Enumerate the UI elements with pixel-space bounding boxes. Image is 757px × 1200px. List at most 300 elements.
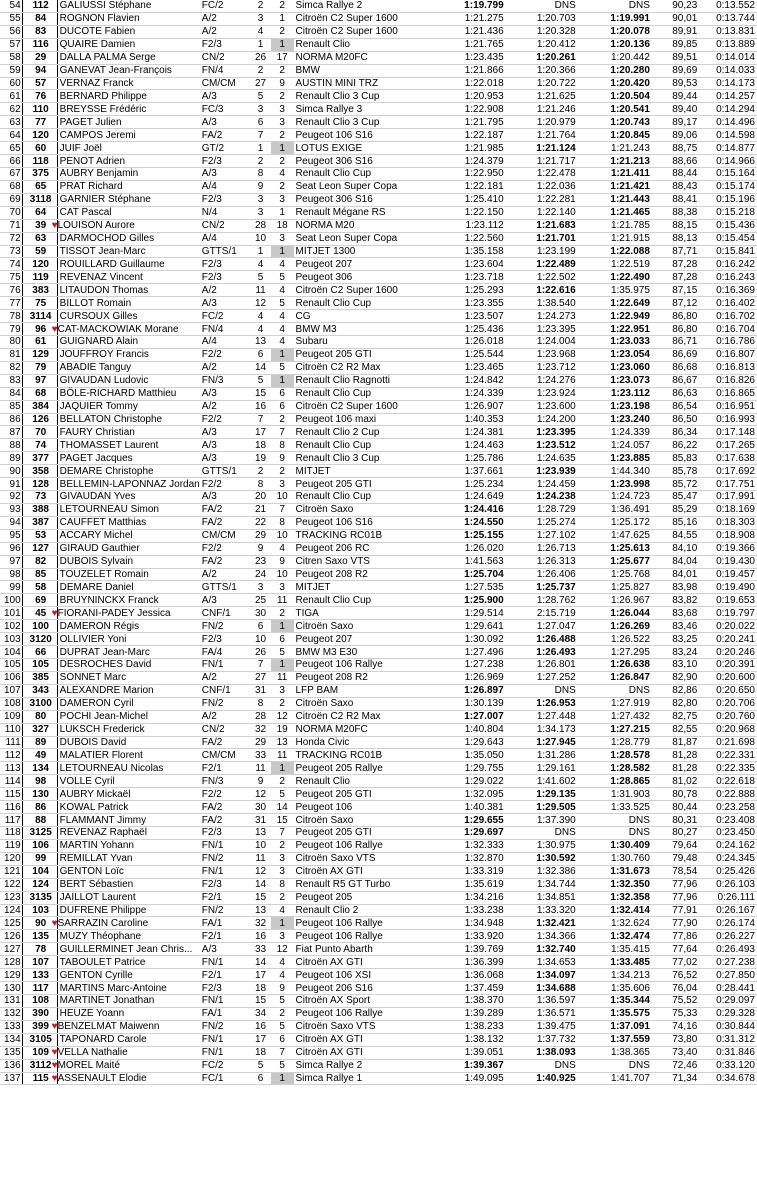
table-row bbox=[0, 1072, 757, 1085]
car-model-cell: Peugeot 106 Rallye bbox=[294, 917, 428, 930]
class-rank-cell: 28 bbox=[250, 219, 271, 232]
run3-time-cell: 1:35.606 bbox=[578, 982, 652, 995]
race-number-cell: 119 bbox=[22, 271, 57, 284]
table-row bbox=[0, 452, 757, 465]
position-cell: 84 bbox=[0, 387, 22, 400]
class-rank-cell: 31 bbox=[250, 814, 271, 827]
table-row bbox=[0, 193, 757, 206]
position-cell: 130 bbox=[0, 982, 22, 995]
position-cell: 129 bbox=[0, 969, 22, 982]
position-cell: 62 bbox=[0, 103, 22, 116]
gap-cell: 0:15.454 bbox=[699, 232, 757, 245]
driver-name-cell: DUPRAT Jean-Marc bbox=[57, 646, 200, 659]
percentage-cell: 81,87 bbox=[652, 736, 699, 749]
class-cell: FC/2 bbox=[200, 0, 250, 12]
class-rank-cell: 5 bbox=[250, 374, 271, 387]
run1-time-cell: 1:36.068 bbox=[427, 969, 505, 982]
class-cell: FA/2 bbox=[200, 736, 250, 749]
run3-time-cell: 1:21.243 bbox=[578, 142, 652, 155]
gap-cell: 0:16.786 bbox=[699, 335, 757, 348]
gap-cell: 0:24.345 bbox=[699, 852, 757, 865]
gap-cell: 0:14.033 bbox=[699, 64, 757, 77]
table-row bbox=[0, 12, 757, 25]
percentage-cell: 84,55 bbox=[652, 529, 699, 542]
race-number-cell: 130 bbox=[22, 788, 57, 801]
gap-cell: 0:16.993 bbox=[699, 413, 757, 426]
race-number-cell: 68 bbox=[22, 387, 57, 400]
class-rank-cell: 1 bbox=[250, 38, 271, 51]
run2-time-cell: 1:26.488 bbox=[506, 633, 578, 646]
class-rank-cell: 16 bbox=[250, 400, 271, 413]
run3-time-cell: 1:33.485 bbox=[578, 956, 652, 969]
category-rank-cell: 7 bbox=[271, 503, 294, 516]
class-cell: FN/1 bbox=[200, 659, 250, 672]
position-cell: 75 bbox=[0, 271, 22, 284]
driver-name-cell: AUBRY Benjamin bbox=[57, 167, 200, 180]
category-rank-cell: 7 bbox=[271, 1046, 294, 1059]
race-number-cell: 390 bbox=[22, 1007, 57, 1020]
run3-time-cell: DNS bbox=[578, 827, 652, 840]
gap-cell: 0:15.196 bbox=[699, 193, 757, 206]
run3-time-cell: 1:25.613 bbox=[578, 542, 652, 555]
car-model-cell: Citroën C2 Super 1600 bbox=[294, 12, 428, 25]
driver-name-cell: REMILLAT Yvan bbox=[57, 852, 200, 865]
position-cell: 56 bbox=[0, 25, 22, 38]
class-rank-cell: 7 bbox=[250, 413, 271, 426]
position-cell: 92 bbox=[0, 491, 22, 504]
car-model-cell: Simca Rallye 1 bbox=[294, 1072, 428, 1085]
race-number-cell: 116 bbox=[22, 38, 57, 51]
run1-time-cell: 1:38.370 bbox=[427, 994, 505, 1007]
race-number-cell: 120 bbox=[22, 129, 57, 142]
driver-name-cell: BRUYNINCKX Franck bbox=[57, 594, 200, 607]
gap-cell: 0:16.702 bbox=[699, 310, 757, 323]
race-number-cell: 103 bbox=[22, 904, 57, 917]
category-rank-cell: 4 bbox=[271, 310, 294, 323]
race-number-cell: 104 bbox=[22, 865, 57, 878]
car-model-cell: BMW M3 bbox=[294, 323, 428, 336]
class-rank-cell: 10 bbox=[250, 633, 271, 646]
gap-cell: 0:13.552 bbox=[699, 0, 757, 12]
position-cell: 69 bbox=[0, 193, 22, 206]
position-cell: 64 bbox=[0, 129, 22, 142]
category-rank-cell: 2 bbox=[271, 180, 294, 193]
car-model-cell: Peugeot 306 bbox=[294, 271, 428, 284]
class-cell: FC/2 bbox=[200, 310, 250, 323]
run2-time-cell: 1:36.571 bbox=[506, 1007, 578, 1020]
class-cell: FN/2 bbox=[200, 1020, 250, 1033]
run3-time-cell: 1:32.358 bbox=[578, 891, 652, 904]
gap-cell: 0:15.174 bbox=[699, 180, 757, 193]
class-rank-cell: 13 bbox=[250, 827, 271, 840]
percentage-cell: 76,04 bbox=[652, 982, 699, 995]
class-cell: CM/CM bbox=[200, 749, 250, 762]
table-row bbox=[0, 878, 757, 891]
percentage-cell: 86,54 bbox=[652, 400, 699, 413]
driver-name-cell: DESROCHES David bbox=[57, 659, 200, 672]
position-cell: 128 bbox=[0, 956, 22, 969]
table-row bbox=[0, 64, 757, 77]
driver-name-cell: OLLIVIER Yoni bbox=[57, 633, 200, 646]
class-rank-cell: 3 bbox=[250, 193, 271, 206]
table-row bbox=[0, 348, 757, 361]
car-model-cell: Peugeot 207 bbox=[294, 258, 428, 271]
table-row bbox=[0, 917, 757, 930]
driver-name-text: ASSENAULT Elodie bbox=[57, 1072, 147, 1084]
run2-time-cell: 1:37.390 bbox=[506, 814, 578, 827]
driver-name-cell: DAMERON Régis bbox=[57, 620, 200, 633]
run3-time-cell: DNS bbox=[578, 0, 652, 12]
class-cell: A/3 bbox=[200, 439, 250, 452]
class-cell: A/3 bbox=[200, 452, 250, 465]
driver-name-cell: BERNARD Philippe bbox=[57, 90, 200, 103]
run1-time-cell: 1:26.018 bbox=[427, 335, 505, 348]
category-rank-cell: 5 bbox=[271, 646, 294, 659]
percentage-cell: 73,80 bbox=[652, 1033, 699, 1046]
category-rank-cell: 2 bbox=[271, 775, 294, 788]
run2-time-cell: 1:20.722 bbox=[506, 77, 578, 90]
run2-time-cell: 1:21.701 bbox=[506, 232, 578, 245]
car-model-cell: NORMA M20FC bbox=[294, 723, 428, 736]
run3-time-cell: 1:30.760 bbox=[578, 852, 652, 865]
car-model-cell: Renault Clio 3 Cup bbox=[294, 90, 428, 103]
driver-name-cell: FAURY Christian bbox=[57, 426, 200, 439]
position-cell: 108 bbox=[0, 697, 22, 710]
run3-time-cell: 1:34.213 bbox=[578, 969, 652, 982]
race-number-cell: 3112 bbox=[22, 1059, 57, 1072]
run3-time-cell: 1:25.172 bbox=[578, 516, 652, 529]
category-rank-cell: 2 bbox=[271, 90, 294, 103]
run1-time-cell: 1:29.641 bbox=[427, 620, 505, 633]
class-rank-cell: 6 bbox=[250, 1072, 271, 1085]
percentage-cell: 86,68 bbox=[652, 361, 699, 374]
run2-time-cell: 1:22.036 bbox=[506, 180, 578, 193]
run2-time-cell: 1:20.366 bbox=[506, 64, 578, 77]
gap-cell: 0:22.335 bbox=[699, 762, 757, 775]
run2-time-cell: 1:23.199 bbox=[506, 245, 578, 258]
class-cell: A/2 bbox=[200, 710, 250, 723]
run3-time-cell: 1:24.723 bbox=[578, 491, 652, 504]
percentage-cell: 80,78 bbox=[652, 788, 699, 801]
driver-name-text: CAT-MACKOWIAK Morane bbox=[57, 323, 179, 335]
table-row bbox=[0, 671, 757, 684]
position-cell: 120 bbox=[0, 852, 22, 865]
position-cell: 97 bbox=[0, 555, 22, 568]
car-model-cell: Citroën AX GTI bbox=[294, 865, 428, 878]
class-cell: F2/2 bbox=[200, 413, 250, 426]
percentage-cell: 77,96 bbox=[652, 878, 699, 891]
category-rank-cell: 5 bbox=[271, 297, 294, 310]
class-rank-cell: 10 bbox=[250, 839, 271, 852]
driver-name-cell: CAT Pascal bbox=[57, 206, 200, 219]
table-row bbox=[0, 426, 757, 439]
run1-time-cell: 1:30.092 bbox=[427, 633, 505, 646]
class-cell: FN/1 bbox=[200, 956, 250, 969]
run1-time-cell: 1:21.436 bbox=[427, 25, 505, 38]
run3-time-cell: 1:21.465 bbox=[578, 206, 652, 219]
run1-time-cell: 1:37.661 bbox=[427, 465, 505, 478]
class-cell: F2/3 bbox=[200, 193, 250, 206]
car-model-cell: Peugeot 106 Rallye bbox=[294, 1007, 428, 1020]
run3-time-cell: 1:35.415 bbox=[578, 943, 652, 956]
run1-time-cell: 1:35.158 bbox=[427, 245, 505, 258]
category-rank-cell: 1 bbox=[271, 348, 294, 361]
gap-cell: 0:17.751 bbox=[699, 478, 757, 491]
percentage-cell: 73,40 bbox=[652, 1046, 699, 1059]
car-model-cell: Citroën Saxo bbox=[294, 503, 428, 516]
run1-time-cell: 1:22.018 bbox=[427, 77, 505, 90]
gap-cell: 0:15.218 bbox=[699, 206, 757, 219]
race-number-cell: 399 bbox=[22, 1020, 57, 1033]
run3-time-cell: 1:38.365 bbox=[578, 1046, 652, 1059]
driver-name-cell: GIVAUDAN Ludovic bbox=[57, 374, 200, 387]
class-rank-cell: 33 bbox=[250, 749, 271, 762]
position-cell: 74 bbox=[0, 258, 22, 271]
class-rank-cell: 12 bbox=[250, 865, 271, 878]
car-model-cell: Honda Civic bbox=[294, 736, 428, 749]
run1-time-cell: 1:27.007 bbox=[427, 710, 505, 723]
table-row bbox=[0, 103, 757, 116]
table-row bbox=[0, 361, 757, 374]
category-rank-cell: 4 bbox=[271, 335, 294, 348]
run2-time-cell: 1:23.924 bbox=[506, 387, 578, 400]
class-cell: FA/1 bbox=[200, 917, 250, 930]
gap-cell: 0:30.844 bbox=[699, 1020, 757, 1033]
gap-cell: 0:14.877 bbox=[699, 142, 757, 155]
class-cell: F2/2 bbox=[200, 788, 250, 801]
driver-name-cell: JAQUIER Tommy bbox=[57, 400, 200, 413]
table-row bbox=[0, 620, 757, 633]
car-model-cell: AUSTIN MINI TRZ bbox=[294, 77, 428, 90]
table-row bbox=[0, 956, 757, 969]
driver-name-cell: DUCOTE Fabien bbox=[57, 25, 200, 38]
run2-time-cell: 1:23.600 bbox=[506, 400, 578, 413]
run3-time-cell: 1:25.768 bbox=[578, 568, 652, 581]
position-cell: 87 bbox=[0, 426, 22, 439]
class-cell: FN/2 bbox=[200, 697, 250, 710]
class-rank-cell: 17 bbox=[250, 426, 271, 439]
car-model-cell: Peugeot 106 S16 bbox=[294, 516, 428, 529]
position-cell: 134 bbox=[0, 1033, 22, 1046]
gap-cell: 0:16.704 bbox=[699, 323, 757, 336]
driver-name-cell bbox=[51, 1046, 200, 1059]
driver-name-cell: MARTINET Jonathan bbox=[57, 994, 200, 1007]
run1-time-cell: 1:23.112 bbox=[427, 219, 505, 232]
position-cell: 83 bbox=[0, 374, 22, 387]
car-model-cell: Peugeot 106 Rallye bbox=[294, 659, 428, 672]
category-rank-cell: 9 bbox=[271, 452, 294, 465]
car-model-cell: Citroën Saxo bbox=[294, 814, 428, 827]
run2-time-cell: 1:26.313 bbox=[506, 555, 578, 568]
driver-name-cell: PAGET Jacques bbox=[57, 452, 200, 465]
class-rank-cell: 10 bbox=[250, 232, 271, 245]
run1-time-cell: 1:26.020 bbox=[427, 542, 505, 555]
class-rank-cell: 3 bbox=[250, 103, 271, 116]
percentage-cell: 82,75 bbox=[652, 710, 699, 723]
percentage-cell: 86,67 bbox=[652, 374, 699, 387]
car-model-cell: Simca Rallye 2 bbox=[294, 1059, 428, 1072]
percentage-cell: 74,16 bbox=[652, 1020, 699, 1033]
run3-time-cell: 1:37.559 bbox=[578, 1033, 652, 1046]
class-cell: F2/3 bbox=[200, 155, 250, 168]
car-model-cell: Peugeot 205 Rallye bbox=[294, 762, 428, 775]
class-cell: FA/1 bbox=[200, 1007, 250, 1020]
table-row bbox=[0, 904, 757, 917]
car-model-cell: Peugeot 205 GTI bbox=[294, 788, 428, 801]
class-cell: A/3 bbox=[200, 167, 250, 180]
race-number-cell: 75 bbox=[22, 297, 57, 310]
run1-time-cell: 1:29.697 bbox=[427, 827, 505, 840]
run3-time-cell: 1:32.350 bbox=[578, 878, 652, 891]
gap-cell: 0:20.650 bbox=[699, 684, 757, 697]
car-model-cell: Citroën AX Sport bbox=[294, 994, 428, 1007]
car-model-cell: Peugeot 106 maxi bbox=[294, 413, 428, 426]
class-cell: F2/2 bbox=[200, 542, 250, 555]
class-cell: FA/2 bbox=[200, 555, 250, 568]
percentage-cell: 89,85 bbox=[652, 38, 699, 51]
gap-cell: 0:14.598 bbox=[699, 129, 757, 142]
class-rank-cell: 18 bbox=[250, 439, 271, 452]
driver-name-cell bbox=[51, 1072, 200, 1085]
gap-cell: 0:25.426 bbox=[699, 865, 757, 878]
run1-time-cell: 1:41.563 bbox=[427, 555, 505, 568]
percentage-cell: 85,83 bbox=[652, 452, 699, 465]
race-number-cell: 53 bbox=[22, 529, 57, 542]
run1-time-cell: 1:32.870 bbox=[427, 852, 505, 865]
gap-cell: 0:17.991 bbox=[699, 491, 757, 504]
percentage-cell: 86,80 bbox=[652, 323, 699, 336]
gap-cell: 0:19.366 bbox=[699, 542, 757, 555]
race-number-cell: 97 bbox=[22, 374, 57, 387]
run2-time-cell: 2:15.719 bbox=[506, 607, 578, 620]
car-model-cell: Citroën Saxo bbox=[294, 697, 428, 710]
category-rank-cell: 2 bbox=[271, 891, 294, 904]
run2-time-cell: 1:26.713 bbox=[506, 542, 578, 555]
category-rank-cell: 7 bbox=[271, 827, 294, 840]
race-number-cell: 3114 bbox=[22, 310, 57, 323]
gap-cell: 0:14.294 bbox=[699, 103, 757, 116]
position-cell: 72 bbox=[0, 232, 22, 245]
car-model-cell: LFP BAM bbox=[294, 684, 428, 697]
car-model-cell: Citroën Saxo VTS bbox=[294, 1020, 428, 1033]
class-cell: CN/2 bbox=[200, 723, 250, 736]
class-rank-cell: 2 bbox=[250, 64, 271, 77]
car-model-cell: Renault Clio 3 Cup bbox=[294, 452, 428, 465]
category-rank-cell: 6 bbox=[271, 633, 294, 646]
percentage-cell: 82,55 bbox=[652, 723, 699, 736]
position-cell: 99 bbox=[0, 581, 22, 594]
run3-time-cell: 1:32.414 bbox=[578, 904, 652, 917]
class-cell: FN/2 bbox=[200, 904, 250, 917]
class-cell: A/2 bbox=[200, 400, 250, 413]
position-cell: 76 bbox=[0, 284, 22, 297]
gap-cell: 0:16.369 bbox=[699, 284, 757, 297]
class-rank-cell: 6 bbox=[250, 348, 271, 361]
race-number-cell: 39 bbox=[22, 219, 57, 232]
percentage-cell: 89,53 bbox=[652, 77, 699, 90]
percentage-cell: 86,69 bbox=[652, 348, 699, 361]
gap-cell: 0:19.797 bbox=[699, 607, 757, 620]
table-row bbox=[0, 801, 757, 814]
class-rank-cell: 30 bbox=[250, 607, 271, 620]
table-row bbox=[0, 568, 757, 581]
position-cell: 109 bbox=[0, 710, 22, 723]
class-rank-cell: 14 bbox=[250, 956, 271, 969]
percentage-cell: 81,28 bbox=[652, 749, 699, 762]
class-cell: A/3 bbox=[200, 116, 250, 129]
percentage-cell: 89,40 bbox=[652, 103, 699, 116]
gap-cell: 0:13.831 bbox=[699, 25, 757, 38]
category-rank-cell: 2 bbox=[271, 607, 294, 620]
car-model-cell: Renault Clio Cup bbox=[294, 491, 428, 504]
position-cell: 135 bbox=[0, 1046, 22, 1059]
run2-time-cell: 1:24.238 bbox=[506, 491, 578, 504]
category-rank-cell: 8 bbox=[271, 516, 294, 529]
driver-name-cell: GIVAUDAN Yves bbox=[57, 491, 200, 504]
gap-cell: 0:26.103 bbox=[699, 878, 757, 891]
race-number-cell: 63 bbox=[22, 232, 57, 245]
table-row bbox=[0, 51, 757, 64]
run3-time-cell: 1:28.865 bbox=[578, 775, 652, 788]
run2-time-cell: 1:32.740 bbox=[506, 943, 578, 956]
run2-time-cell: 1:27.945 bbox=[506, 736, 578, 749]
run1-time-cell: 1:26.907 bbox=[427, 400, 505, 413]
percentage-cell: 80,31 bbox=[652, 814, 699, 827]
driver-name-cell: DUFRENE Philippe bbox=[57, 904, 200, 917]
race-number-cell: 343 bbox=[22, 684, 57, 697]
position-cell: 79 bbox=[0, 323, 22, 336]
gap-cell: 0:20.760 bbox=[699, 710, 757, 723]
gap-cell: 0:17.692 bbox=[699, 465, 757, 478]
table-row bbox=[0, 167, 757, 180]
table-row bbox=[0, 607, 757, 620]
driver-name-cell: TAPONARD Carole bbox=[57, 1033, 200, 1046]
category-rank-cell: 1 bbox=[271, 659, 294, 672]
position-cell: 107 bbox=[0, 684, 22, 697]
class-cell: FN/3 bbox=[200, 374, 250, 387]
class-cell: CN/2 bbox=[200, 219, 250, 232]
run3-time-cell: 1:20.136 bbox=[578, 38, 652, 51]
driver-name-cell: MALATIER Florent bbox=[57, 749, 200, 762]
percentage-cell: 82,90 bbox=[652, 671, 699, 684]
gap-cell: 0:27.238 bbox=[699, 956, 757, 969]
table-row bbox=[0, 1059, 757, 1072]
percentage-cell: 88,44 bbox=[652, 167, 699, 180]
category-rank-cell: 2 bbox=[271, 155, 294, 168]
category-rank-cell: 8 bbox=[271, 878, 294, 891]
run2-time-cell: 1:23.512 bbox=[506, 439, 578, 452]
table-row bbox=[0, 142, 757, 155]
run1-time-cell: 1:25.544 bbox=[427, 348, 505, 361]
race-number-cell: 129 bbox=[22, 348, 57, 361]
driver-name-cell bbox=[51, 1020, 200, 1033]
run2-time-cell: DNS bbox=[506, 684, 578, 697]
position-cell: 115 bbox=[0, 788, 22, 801]
run1-time-cell: 1:33.920 bbox=[427, 930, 505, 943]
class-rank-cell: 4 bbox=[250, 310, 271, 323]
category-rank-cell: 1 bbox=[271, 38, 294, 51]
run1-time-cell: 1:21.985 bbox=[427, 142, 505, 155]
class-rank-cell: 8 bbox=[250, 478, 271, 491]
run3-time-cell: 1:22.949 bbox=[578, 310, 652, 323]
run1-time-cell: 1:23.604 bbox=[427, 258, 505, 271]
category-rank-cell: 11 bbox=[271, 671, 294, 684]
gap-cell: 0:20.706 bbox=[699, 697, 757, 710]
run3-time-cell: 1:26.638 bbox=[578, 659, 652, 672]
category-rank-cell: 3 bbox=[271, 930, 294, 943]
gap-cell: 0:16.243 bbox=[699, 271, 757, 284]
percentage-cell: 84,10 bbox=[652, 542, 699, 555]
